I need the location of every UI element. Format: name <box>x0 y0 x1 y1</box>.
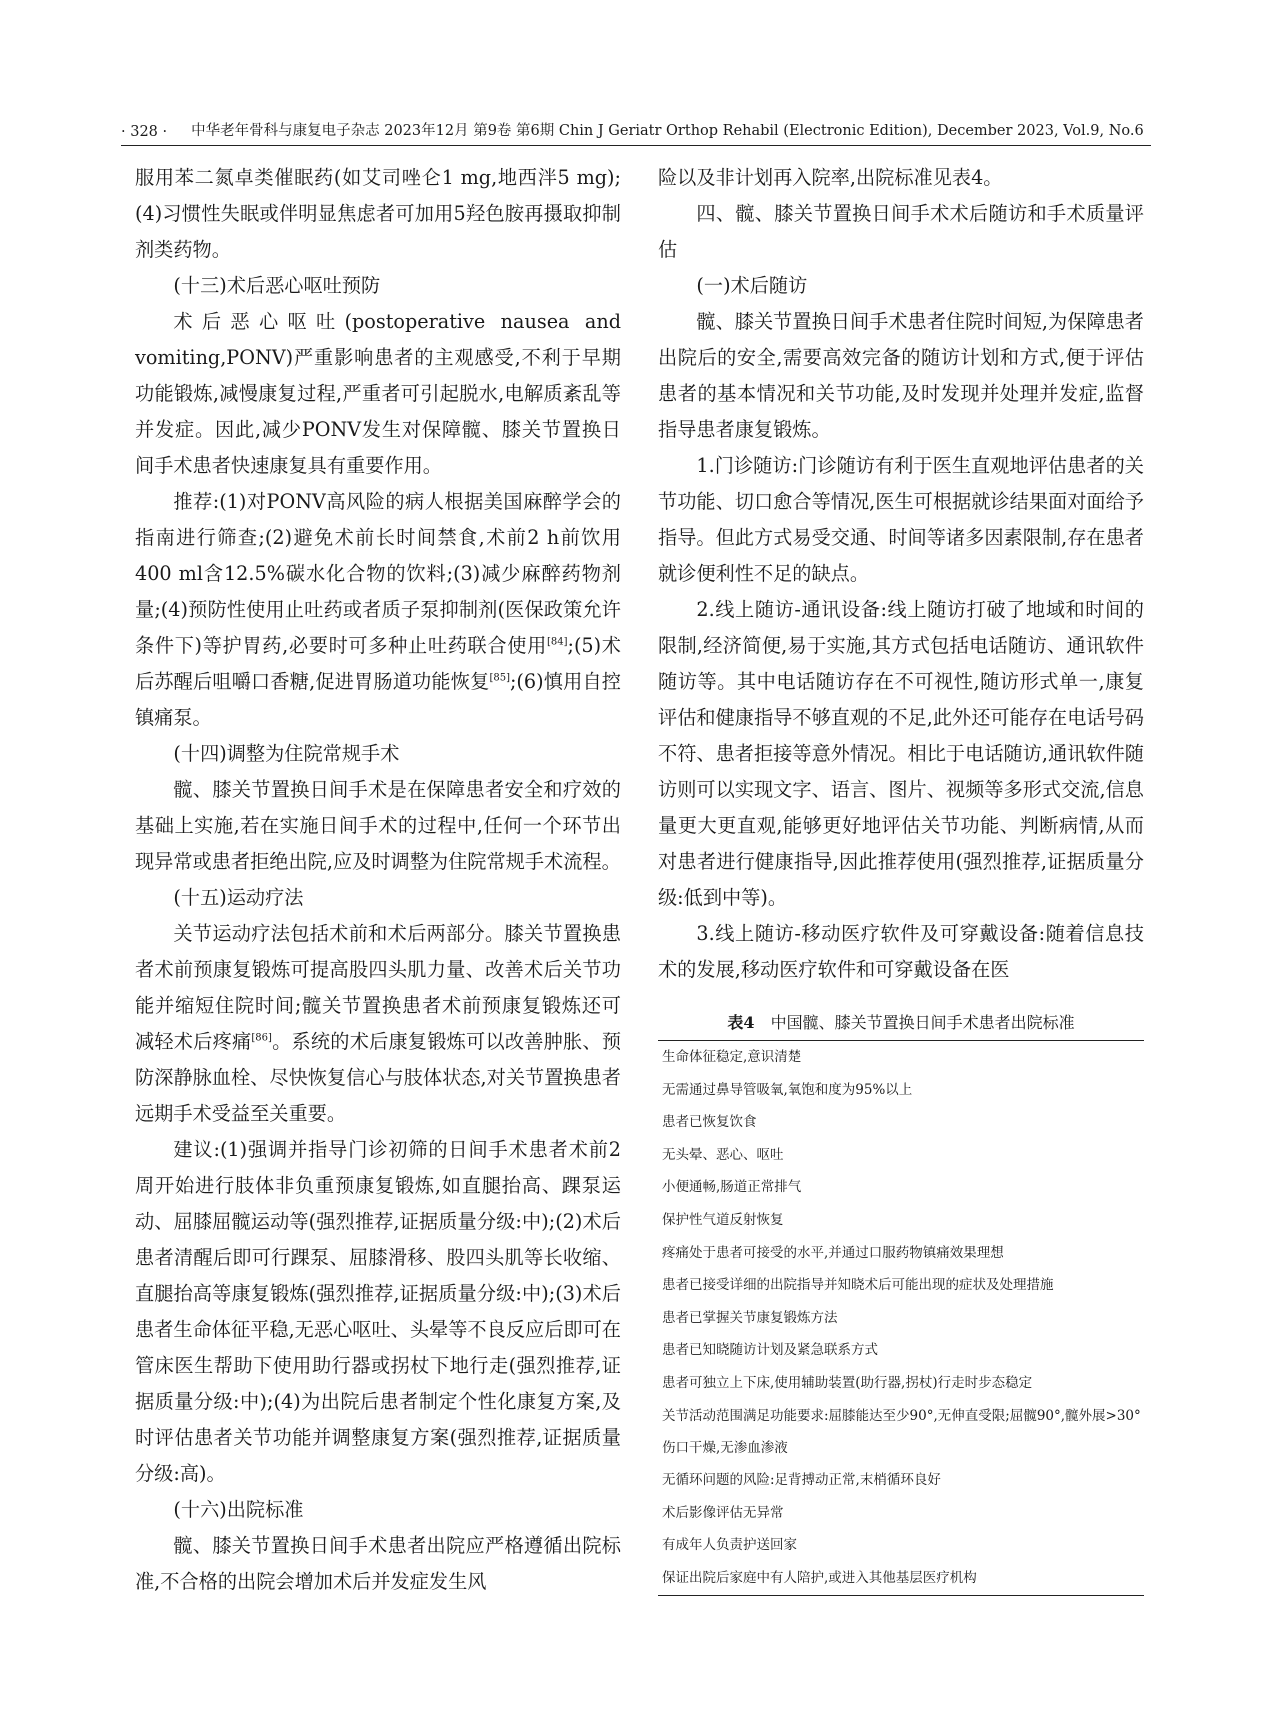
table-row: 保护性气道反射恢复 <box>662 1211 784 1228</box>
table-row: 患者已接受详细的出院指导并知晓术后可能出现的症状及处理措施 <box>662 1277 1054 1294</box>
table-title: 中国髋、膝关节置换日间手术患者出院标准 <box>770 1013 1075 1032</box>
paragraph-text: 建议:(1)强调并指导门诊初筛的日间手术患者术前2周开始进行肢体非负重预康复锻炼,如直腿抬高、踝泵运动、屈膝屈髋运动等(强烈推荐,证据质量分级:中);(2)术后患者清醒后即可行踝泵、屈膝滑移、股四头肌等长收缩、直腿抬高等康复锻炼(强烈推荐,证据质量分级:中);(3)术后患者生命体征平稳,无恶心呕吐、头晕等不良反应后即可在管床医生帮助下使用助行器或拐杖下地行走(强烈推荐,证据质量分级:中);(4)为出院后患者制定个性化康复方案,及时评估患者关节功能并调整康复方案(强烈推荐,证据质量分级:高)。 <box>135 1138 621 1485</box>
table-row: 关节活动范围满足功能要求:屈膝能达至少90°,无伸直受限;屈髋90°,髋外展>30° <box>662 1407 1141 1424</box>
paragraph-text: ;(6)慎用自控镇痛泵。 <box>135 670 621 729</box>
paragraph <box>658 268 1144 304</box>
paragraph <box>135 916 621 1132</box>
paragraph <box>658 916 1144 988</box>
paragraph <box>658 160 1144 196</box>
paragraph-text: (十五)运动疗法 <box>173 886 304 909</box>
table-row: 小便通畅,肠道正常排气 <box>662 1179 802 1196</box>
paragraph <box>135 484 621 736</box>
paragraph-text: (十六)出院标准 <box>173 1498 304 1521</box>
paragraph-text: 服用苯二氮卓类催眠药(如艾司唑仑1 mg,地西泮5 mg);(4)习惯性失眠或伴明显焦虑者可加用5羟色胺再摄取抑制剂类药物。 <box>135 166 621 261</box>
paragraph-text: 险以及非计划再入院率,出院标准见表4。 <box>658 166 1003 189</box>
table-row: 无循环问题的风险:足背搏动正常,末梢循环良好 <box>662 1472 941 1489</box>
header-rule <box>121 145 1151 146</box>
paragraph <box>135 304 621 484</box>
paragraph <box>658 196 1144 268</box>
paragraph <box>135 1132 621 1492</box>
page-number: · 328 · <box>121 124 168 140</box>
paragraph <box>135 736 621 772</box>
table-row: 生命体征稳定,意识清楚 <box>662 1049 802 1065</box>
paragraph-text: 髋、膝关节置换日间手术是在保障患者安全和疗效的基础上实施,若在实施日间手术的过程中,任何一个环节出现异常或患者拒绝出院,应及时调整为住院常规手术流程。 <box>135 778 621 873</box>
table-row: 无需通过鼻导管吸氧,氧饱和度为95%以上 <box>662 1081 913 1098</box>
paragraph-text: 。系统的术后康复锻炼可以改善肿胀、预防深静脉血栓、尽快恢复信心与肢体状态,对关节置换患者远期手术受益至关重要。 <box>135 1030 622 1125</box>
table-row: 无头晕、恶心、呕吐 <box>662 1146 784 1163</box>
table-row: 患者已掌握关节康复锻炼方法 <box>662 1309 838 1326</box>
paragraph-text: 四、髋、膝关节置换日间手术术后随访和手术质量评估 <box>658 202 1144 261</box>
table-row: 疼痛处于患者可接受的水平,并通过口服药物镇痛效果理想 <box>662 1244 1004 1261</box>
paragraph-text: 推荐:(1)对PONV高风险的病人根据美国麻醉学会的指南进行筛查;(2)避免术前长时间禁食,术前2 h前饮用400 ml含12.5%碳水化合物的饮料;(3)减少麻醉药物剂量;(4)预防性使用止吐药或者质子泵抑制剂(医保政策允许条件下)等护胃药,必要时可多种止吐药联合使用 <box>135 490 621 657</box>
table-row: 术后影像评估无异常 <box>662 1504 784 1521</box>
left-column <box>135 160 621 1600</box>
paragraph <box>135 268 621 304</box>
paragraph <box>135 880 621 916</box>
table-caption <box>658 1010 1144 1033</box>
paragraph <box>658 448 1144 592</box>
citation-ref: [84] <box>546 636 568 648</box>
table-row: 伤口干燥,无渗血渗液 <box>662 1439 788 1456</box>
table-row: 有成年人负责护送回家 <box>662 1537 797 1554</box>
paragraph-text: 髋、膝关节置换日间手术患者住院时间短,为保障患者出院后的安全,需要高效完备的随访计划和方式,便于评估患者的基本情况和关节功能,及时发现并处理并发症,监督指导患者康复锻炼。 <box>658 310 1144 441</box>
paragraph-text: 3.线上随访-移动医疗软件及可穿戴设备:随着信息技术的发展,移动医疗软件和可穿戴设备在医 <box>658 922 1144 981</box>
paragraph <box>658 592 1144 916</box>
paragraph-text: (十三)术后恶心呕吐预防 <box>173 274 381 297</box>
paragraph-text: (一)术后随访 <box>696 274 808 297</box>
paragraph-text: 术后恶心呕吐(postoperative nausea and vomiting,PONV)严重影响患者的主观感受,不利于早期功能锻炼,减慢康复过程,严重者可引起脱水,电解质紊乱等并发症。因此,减少PONV发生对保障髋、膝关节置换日间手术患者快速康复具有重要作用。 <box>135 310 621 477</box>
citation-ref: [86] <box>251 1032 272 1044</box>
paragraph-text: 关节运动疗法包括术前和术后两部分。膝关节置换患者术前预康复锻炼可提高股四头肌力量、改善术后关节功能并缩短住院时间;髋关节置换患者术前预康复锻炼还可减轻术后疼痛 <box>135 922 621 1053</box>
paragraph <box>135 772 621 880</box>
paragraph <box>135 160 621 268</box>
citation-ref: [85] <box>489 672 510 684</box>
table-row: 保证出院后家庭中有人陪护,或进入其他基层医疗机构 <box>662 1569 977 1586</box>
table-row: 患者已恢复饮食 <box>662 1114 757 1131</box>
paragraph-text: 1.门诊随访:门诊随访有利于医生直观地评估患者的关节功能、切口愈合等情况,医生可根据就诊结果面对面给予指导。但此方式易受交通、时间等诸多因素限制,存在患者就诊便利性不足的缺点。 <box>658 454 1144 585</box>
paragraph-text: ;(5)术后苏醒后咀嚼口香糖,促进胃肠道功能恢复 <box>135 634 621 693</box>
right-column <box>658 160 1144 988</box>
table-row: 患者已知晓随访计划及紧急联系方式 <box>662 1342 878 1359</box>
paragraph <box>658 304 1144 448</box>
paragraph-text: 2.线上随访-通讯设备:线上随访打破了地域和时间的限制,经济简便,易于实施,其方式包括电话随访、通讯软件随访等。其中电话随访存在不可视性,随访形式单一,康复评估和健康指导不够直观的不足,此外还可能存在电话号码不符、患者拒接等意外情况。相比于电话随访,通讯软件随访则可以实现文字、语言、图片、视频等多形式交流,信息量更大更直观,能够更好地评估关节功能、判断病情,从而对患者进行健康指导,因此推荐使用(强烈推荐,证据质量分级:低到中等)。 <box>658 598 1144 909</box>
journal-citation: 中华老年骨科与康复电子杂志 2023年12月 第9卷 第6期 Chin J Geriatr Orthop Rehabil (Electronic Edition), December 2023, Vol.9, No.6 <box>191 123 1144 139</box>
running-header <box>121 110 1151 140</box>
table-row: 患者可独立上下床,使用辅助装置(助行器,拐杖)行走时步态稳定 <box>662 1374 1033 1391</box>
paragraph <box>135 1528 621 1600</box>
discharge-criteria-table <box>658 1040 1144 1596</box>
paragraph-text: 髋、膝关节置换日间手术患者出院应严格遵循出院标准,不合格的出院会增加术后并发症发生风 <box>135 1534 621 1593</box>
table-label: 表4 <box>727 1013 755 1032</box>
paragraph-text: (十四)调整为住院常规手术 <box>173 742 400 765</box>
paragraph <box>135 1492 621 1528</box>
